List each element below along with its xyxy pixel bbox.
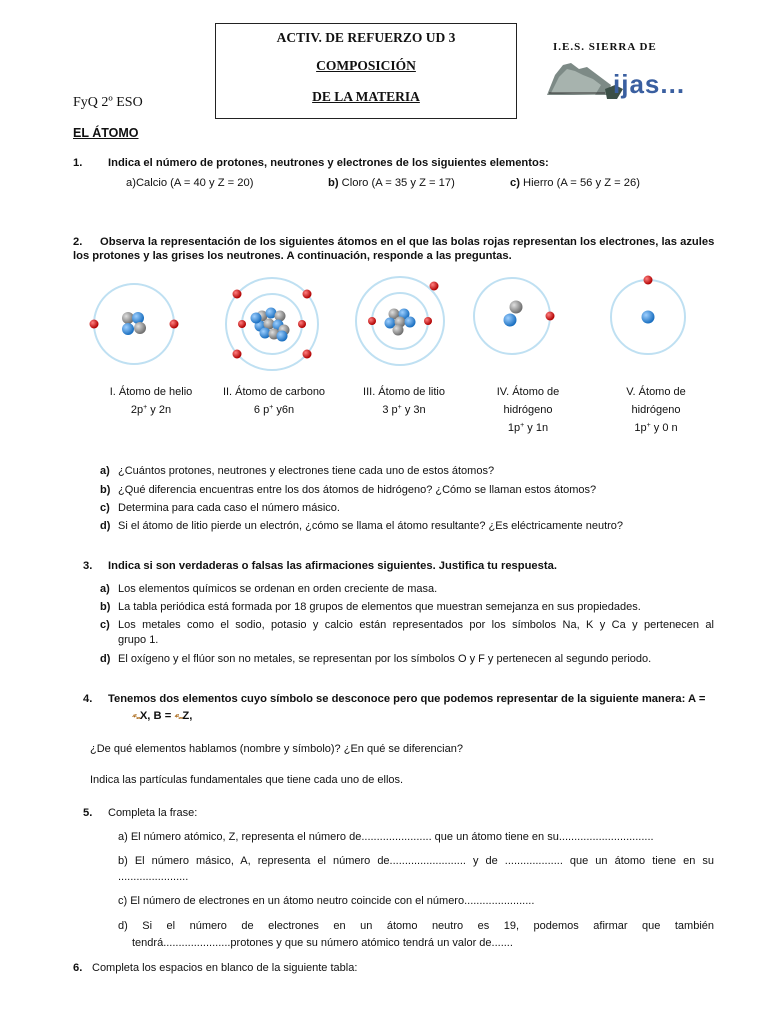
q4-formula <box>132 710 192 722</box>
atom-2-neutrons: y6n <box>273 404 295 416</box>
atom-5-name: V. Átomo de <box>626 386 686 398</box>
atom-3-name: III. Átomo de litio <box>363 386 445 398</box>
q1-text: Indica el número de protones, neutrones y electrones de los siguientes elementos: <box>108 157 549 169</box>
q5-item-b: b) El número másico, A, representa el número de......................... y de ................... que un átomo tiene en su <box>118 855 714 867</box>
q1-item-b <box>328 177 455 189</box>
atom-5-protons: 1p <box>634 422 647 434</box>
q3-item-d <box>100 653 110 665</box>
atom-2-protons: 6 p <box>253 404 270 416</box>
q1-item-c-letter: c) <box>510 177 520 189</box>
nuclide-a-notation-icon: ⁴²₁₉ <box>132 714 140 721</box>
atom-1-charge: + <box>143 404 148 411</box>
q5-item-d: d) Si el número de electrones en un átomo neutro es 19, podemos afirmar que también <box>118 920 714 932</box>
q5-item-c: c) El número de electrones en un átomo neutro coincide con el número....................... <box>118 895 535 907</box>
q4-line3: Indica las partículas fundamentales que tiene cada uno de ellos. <box>90 774 404 786</box>
atom-label-3 <box>346 383 462 419</box>
atom-3-protons: 3 p <box>382 404 398 416</box>
atom-2-charge: + <box>269 404 274 411</box>
q3-item-a-text: Los elementos químicos se ordenan en orden creciente de masa. <box>118 583 438 595</box>
section-title: EL ÁTOMO <box>73 126 139 140</box>
q2-item-d-text: Si el átomo de litio pierde un electrón, ¿cómo se llama el átomo resultante? ¿Es eléctricamente neutro? <box>118 520 624 532</box>
atom-5-name-2: hidrógeno <box>631 404 681 416</box>
helium-atom-icon <box>90 284 179 364</box>
atom-3-neutrons: y 3n <box>401 404 426 416</box>
q3-item-c-letter: c) <box>100 619 110 631</box>
atom-4-name: IV. Átomo de <box>496 386 560 398</box>
school-logo <box>545 55 695 105</box>
hydrogen-atom-icon <box>611 276 685 355</box>
atom-4-name-2: hidrógeno <box>503 404 553 416</box>
atom-1-neutrons: y 2n <box>147 404 172 416</box>
course-label: FyQ 2º ESO <box>73 95 143 110</box>
q2-item-d-letter: d) <box>100 520 111 532</box>
q3-item-a <box>100 583 110 595</box>
q2-item-b-letter: b) <box>100 484 111 496</box>
atom-1-name: I. Átomo de helio <box>109 386 193 398</box>
q3-number: 3. <box>83 560 93 572</box>
atom-4-particles <box>478 419 578 437</box>
q4-formula-a: X, <box>139 710 151 722</box>
atom-label-4 <box>478 383 578 437</box>
q5-item-b-2: ....................... <box>118 871 189 883</box>
atom-3-particles <box>346 401 462 419</box>
q3-item-b-letter: b) <box>100 601 111 613</box>
q3-text: Indica si son verdaderas o falsas las afirmaciones siguientes. Justifica tu respuesta. <box>108 560 557 572</box>
title-line-3: DE LA MATERIA <box>312 89 420 104</box>
q1-item-b-letter: b) <box>328 177 339 189</box>
q1-item-a: a)Calcio (A = 40 y Z = 20) <box>126 177 254 189</box>
lithium-atom-icon <box>356 277 444 365</box>
q5-text: Completa la frase: <box>108 807 198 819</box>
atom-5-neutrons: y 0 n <box>650 422 678 434</box>
atom-1-particles <box>92 401 210 419</box>
q4-line2: ¿De qué elementos hablamos (nombre y símbolo)? ¿En qué se diferencian? <box>90 743 463 755</box>
atom-5-particles <box>606 419 706 437</box>
q2-item-c <box>100 502 110 514</box>
q2-number: 2. <box>73 236 83 248</box>
atom-3-charge: + <box>397 404 402 411</box>
q3-item-c <box>100 619 110 631</box>
atom-4-charge: + <box>520 422 525 429</box>
q6-number: 6. <box>73 962 83 974</box>
q2-text-line1: Observa la representación de los siguientes átomos en el que las bolas rojas representan los electrones, las azules <box>100 236 715 248</box>
hydrogen-isotope-atom-icon <box>474 278 555 354</box>
q1-item-b-text: Cloro (A = 35 y Z = 17) <box>338 177 455 189</box>
q6-text: Completa los espacios en blanco de la siguiente tabla: <box>92 962 358 974</box>
atom-2-particles <box>212 401 336 419</box>
q3-item-a-letter: a) <box>100 583 110 595</box>
q2-item-c-letter: c) <box>100 502 110 514</box>
q2-item-c-text: Determina para cada caso el número másico. <box>118 502 340 514</box>
atom-2-name: II. Átomo de carbono <box>222 386 326 398</box>
title-line-2: COMPOSICIÓN <box>316 58 416 73</box>
q4-text: Tenemos dos elementos cuyo símbolo se desconoce pero que podemos representar de la siguiente manera: A = <box>108 693 706 705</box>
logo-word: ijas... <box>613 69 686 99</box>
q5-item-a: a) El número atómico, Z, representa el número de....................... que un átomo tiene en su............................... <box>118 831 654 843</box>
q2-item-b-text: ¿Qué diferencia encuentras entre los dos átomos de hidrógeno? ¿Cómo se llaman estos átomos? <box>118 484 597 496</box>
q2-item-d <box>100 520 110 532</box>
q4-b-equals: B = <box>150 710 175 722</box>
q3-item-c-text-2: grupo 1. <box>118 634 159 646</box>
q2-item-a <box>100 465 110 477</box>
carbon-atom-icon <box>226 278 318 370</box>
q2-item-a-letter: a) <box>100 465 110 477</box>
q5-number: 5. <box>83 807 93 819</box>
q3-item-d-text: El oxígeno y el flúor son no metales, se representan por los símbolos O y F y pertenecen al segundo periodo. <box>118 653 652 665</box>
nuclide-b-notation-icon: ⁴²₂₀ <box>174 714 183 721</box>
q1-item-c-text: Hierro (A = 56 y Z = 26) <box>519 177 640 189</box>
atoms-diagram <box>70 270 710 380</box>
q4-number: 4. <box>83 693 93 705</box>
atom-label-1 <box>92 383 210 419</box>
q3-item-d-letter: d) <box>100 653 111 665</box>
atom-label-2 <box>212 383 336 419</box>
q3-item-c-text: Los metales como el sodio, potasio y calcio están representados por los símbolos Na, K y Ca y pertenecen al <box>118 619 714 631</box>
atom-label-5 <box>606 383 706 437</box>
title-line-1: ACTIV. DE REFUERZO UD 3 <box>276 30 456 45</box>
q3-item-b <box>100 601 110 613</box>
title-box <box>215 23 517 119</box>
q3-item-b-text: La tabla periódica está formada por 18 grupos de elementos que muestran semejanza en sus propiedades. <box>118 601 641 613</box>
q1-number: 1. <box>73 157 83 169</box>
q4-formula-b: Z, <box>182 710 193 722</box>
atom-4-protons: 1p <box>507 422 521 434</box>
q2-item-b <box>100 484 110 496</box>
q2-text-line2: los protones y las grises los neutrones. A continuación, responde a las preguntas. <box>73 250 512 262</box>
atom-1-protons: 2p <box>130 404 144 416</box>
school-name: I.E.S. SIERRA DE <box>553 41 657 53</box>
atom-4-neutrons: y 1n <box>524 422 549 434</box>
q5-item-d-2: tendrá......................protones y que su número atómico tendrá un valor de....... <box>132 937 513 949</box>
atom-5-charge: + <box>646 422 651 429</box>
q2-item-a-text: ¿Cuántos protones, neutrones y electrones tiene cada uno de estos átomos? <box>118 465 495 477</box>
q1-item-c <box>510 177 640 189</box>
